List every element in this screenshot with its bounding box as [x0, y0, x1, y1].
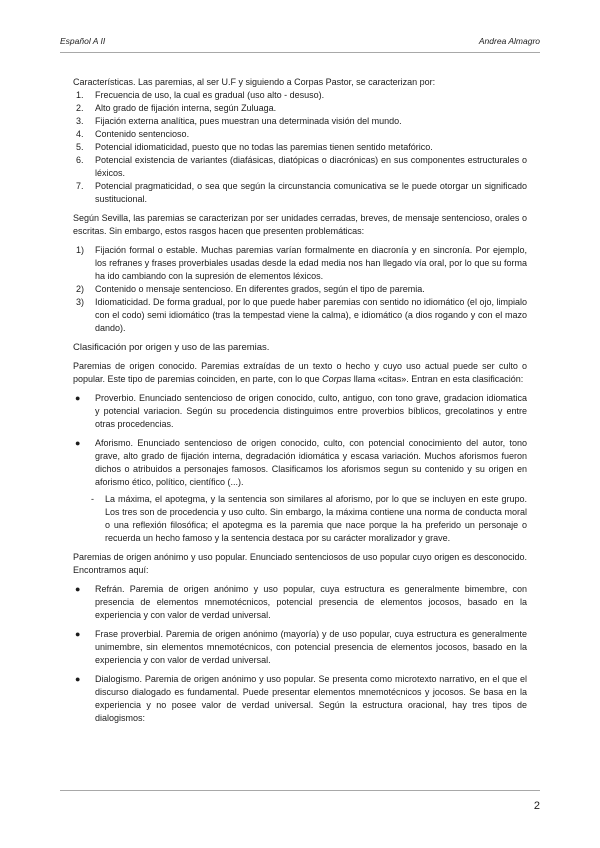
list-item	[73, 128, 527, 141]
list-item	[73, 296, 527, 335]
list-item	[73, 89, 527, 102]
list-item	[73, 437, 527, 489]
list-number: 1.	[76, 90, 84, 100]
bullet-icon: ●	[75, 629, 81, 639]
list-item	[73, 154, 527, 180]
list-text: Contenido o mensaje sentencioso. En diferentes grados, según el tipo de paremia.	[95, 284, 425, 294]
dash-icon: -	[91, 494, 94, 504]
list-text: Potencial idiomaticidad, puesto que no todas las paremias tienen sentido metafórico.	[95, 142, 433, 152]
section-heading: Clasificación por origen y uso de las paremias.	[73, 342, 270, 353]
list-item	[73, 141, 527, 154]
list-text: Aforismo. Enunciado sentencioso de origen conocido, culto, con potencial conocimiento del autor, tono grave, alto grado de fijación interna, degradación idiomática y escasa variación. Muchos aforismos fueron dichos o atribuidos a personajes famosos. Clasificamos los aforismos segun su contenido y su origen en aforismo ético, político, científico (...).	[95, 438, 527, 487]
list-text: Idiomaticidad. De forma gradual, por lo que puede haber paremias con sentido no idiomático (el ojo, limpialo con el codo) semi idiomático (tras la tempestad viene la calma), e idiomático (a dios rogando y con el mazo dando).	[95, 297, 527, 333]
list-text: Frase proverbial. Paremia de origen anónimo (mayoría) y de uso popular, cuya estructura es generalmente unimembre, sin elementos mnemotécnicos, con potencial presencia de elementos jocosos, basado en la experiencia y con valor de verdad universal.	[95, 629, 527, 665]
page-header	[60, 36, 540, 50]
known-origin-list	[73, 392, 527, 489]
list-text: Proverbio. Enunciado sentencioso de origen conocido, culto, antiguo, con tono grave, gradacion idiomatica y potencial variacion. Según su procedencia distinguimos entre proverbios bíblicos, grecolatinos y entre otras procedencias.	[95, 393, 527, 429]
list-text: Fijación externa analítica, pues muestran una determinada visión del mundo.	[95, 116, 402, 126]
anonymous-origin-list	[73, 583, 527, 725]
anonymous-origin-paragraph: Paremias de origen anónimo y uso popular. Enunciado sentenciosos de uso popular cuyo origen es desconocido. Encontramos aquí:	[73, 552, 527, 575]
page-number: 2	[533, 800, 540, 812]
list-item	[73, 102, 527, 115]
list-number: 3)	[76, 297, 85, 307]
corpas-italic: Corpas	[322, 374, 352, 384]
bullet-icon: ●	[75, 674, 81, 684]
list-text: Fijación formal o estable. Muchas paremias varían formalmente en diacronía y en sincronía. Por ejemplo, los refranes y frases proverbiales usadas desde la edad media nos han llegado vía oral, por lo que su forma ha ido cambiando con la supresión de elementos léxicos.	[95, 245, 527, 281]
list-text: Contenido sentencioso.	[95, 129, 190, 139]
page-content	[73, 76, 527, 731]
bullet-icon: ●	[75, 438, 81, 448]
list-number: 3.	[76, 116, 84, 126]
list-item	[73, 583, 527, 622]
list-number: 6.	[76, 155, 84, 165]
characteristics-list	[73, 89, 527, 206]
maxima-subitem	[73, 493, 527, 545]
list-text: Potencial pragmaticidad, o sea que según la circunstancia comunicativa se le puede otorgar un significado sustitucional.	[95, 181, 527, 204]
list-text: Alto grado de fijación interna, según Zuluaga.	[95, 103, 277, 113]
header-author: Andrea Almagro	[478, 36, 540, 46]
list-item	[73, 244, 527, 283]
known-origin-paragraph	[73, 360, 527, 386]
known-origin-text: Paremias de origen conocido. Paremias extraídas de un texto o hecho y cuyo uso actual puede ser culto o popular. Este tipo de paremias coinciden, en parte, con lo que	[73, 361, 527, 384]
bullet-icon: ●	[75, 584, 81, 594]
list-item	[73, 180, 527, 206]
list-number: 5.	[76, 142, 84, 152]
list-text: Frecuencia de uso, la cual es gradual (uso alto - desuso).	[95, 90, 325, 100]
problems-list	[73, 244, 527, 335]
list-number: 1)	[76, 245, 85, 255]
header-rule	[60, 52, 540, 53]
list-item	[73, 283, 527, 296]
list-number: 2.	[76, 103, 84, 113]
sevilla-paragraph: Según Sevilla, las paremias se caracterizan por ser unidades cerradas, breves, de mensaje sentencioso, orales o escritas. Sin embargo, estos rasgos hacen que presenten problemáticas:	[73, 213, 527, 236]
list-item	[73, 628, 527, 667]
header-course: Español A II	[60, 36, 106, 46]
list-number: 2)	[76, 284, 85, 294]
footer-rule	[60, 790, 540, 791]
list-item	[73, 392, 527, 431]
list-item	[73, 673, 527, 725]
list-item	[73, 115, 527, 128]
characteristics-intro: Características. Las paremias, al ser U.F y siguiendo a Corpas Pastor, se caracterizan por:	[73, 77, 436, 87]
list-number: 7.	[76, 181, 84, 191]
bullet-icon: ●	[75, 393, 81, 403]
list-text: Potencial existencia de variantes (diafásicas, diatópicas o diacrónicas) en sus componentes estructurales o léxicos.	[95, 155, 527, 178]
known-origin-text-end: llama «citas». Entran en esta clasificación:	[351, 374, 524, 384]
list-number: 4.	[76, 129, 84, 139]
list-text: Refrán. Paremia de origen anónimo y uso popular, cuya estructura es generalmente bimembre, con presencia de elementos mnemotécnicos, potencial presencia de elementos jocosos, basado en la experiencia y con valor de verdad universal.	[95, 584, 527, 620]
list-text: Dialogismo. Paremia de origen anónimo y uso popular. Se presenta como microtexto narrativo, en el que el discurso dialogado es fundamental. Puede presentar elementos mnemotécnicos y jocosos. Se basa en la experiencia y no posee valor de verdad universal. Según la estructura oracional, hay tres tipos de dialogismos:	[95, 674, 527, 723]
list-text: La máxima, el apotegma, y la sentencia son similares al aforismo, por lo que se incluyen en este grupo. Los tres son de procedencia y uso culto. Sin embargo, la máxima contiene una norma de conducta moral o una reflexión filosófica; el apotegma es la paremia que nace porque la ha preferido un personaje o recuerda un hecho famoso y la sentencia destaca por su carácter moralizador y grave.	[105, 494, 527, 543]
